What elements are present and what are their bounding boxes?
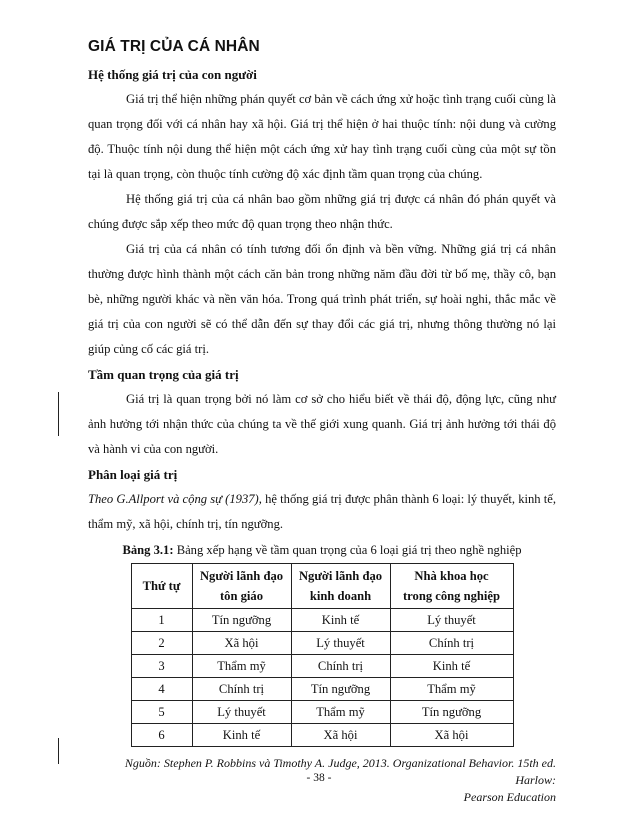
- cell-value: Xã hội: [192, 632, 291, 655]
- cell-value: Chính trị: [390, 632, 513, 655]
- section-heading-classification: Phân loại giá trị: [88, 467, 178, 482]
- cell-value: Xã hội: [291, 724, 390, 747]
- table-row: [131, 632, 513, 655]
- table-row: [131, 678, 513, 701]
- cell-value: Kinh tế: [390, 655, 513, 678]
- header-religious-leader: Người lãnh đạo tôn giáo: [192, 564, 291, 609]
- source-line-2: Pearson Education: [463, 790, 556, 804]
- classification-intro: [88, 487, 556, 537]
- document-body: [88, 38, 556, 806]
- cell-value: Tín ngưỡng: [192, 609, 291, 632]
- classification-intro-text: hệ thống giá trị được phân thành 6 loại: lý thuyết, kinh tế, thẩm mỹ, xã hội, chính trị, tín ngưỡng.: [88, 492, 556, 531]
- cell-rank: 5: [131, 701, 192, 724]
- cell-value: Lý thuyết: [291, 632, 390, 655]
- margin-change-bar-bottom: [58, 738, 59, 764]
- table-header-row: [131, 564, 513, 609]
- cell-rank: 3: [131, 655, 192, 678]
- cell-value: Tín ngưỡng: [390, 701, 513, 724]
- paragraph: Giá trị là quan trọng bởi nó làm cơ sở cho hiểu biết về thái độ, động lực, cũng như ảnh hưởng tới nhận thức của chúng ta về thế giới xung quanh. Giá trị ảnh hưởng tới thái độ và hành vi của con người.: [88, 392, 556, 456]
- cell-value: Thẩm mỹ: [192, 655, 291, 678]
- section-heading-value-system: Hệ thống giá trị của con người: [88, 67, 257, 82]
- header-rank: Thứ tự: [131, 564, 192, 609]
- table-caption: [88, 539, 556, 561]
- table-caption-label: Bảng 3.1:: [122, 543, 174, 557]
- ranking-table: [131, 563, 514, 747]
- cell-value: Kinh tế: [192, 724, 291, 747]
- cell-value: Chính trị: [192, 678, 291, 701]
- paragraph: Hệ thống giá trị của cá nhân bao gồm những giá trị được cá nhân đó phán quyết và chúng được sắp xếp theo mức độ quan trọng theo nhận thức.: [88, 192, 556, 231]
- cell-rank: 1: [131, 609, 192, 632]
- cell-value: Kinh tế: [291, 609, 390, 632]
- citation: Theo G.Allport và cộng sự (1937),: [88, 492, 262, 506]
- table-row: [131, 655, 513, 678]
- cell-value: Thẩm mỹ: [390, 678, 513, 701]
- section-heading-importance: Tầm quan trọng của giá trị: [88, 367, 239, 382]
- cell-rank: 2: [131, 632, 192, 655]
- cell-value: Thẩm mỹ: [291, 701, 390, 724]
- source-line-1: Nguồn: Stephen P. Robbins và Timothy A. Judge, 2013. Organizational Behavior. 15th ed. Harlow:: [124, 756, 556, 787]
- table-row: [131, 724, 513, 747]
- cell-rank: 6: [131, 724, 192, 747]
- header-business-leader: Người lãnh đạo kinh doanh: [291, 564, 390, 609]
- cell-value: Tín ngưỡng: [291, 678, 390, 701]
- table-row: [131, 609, 513, 632]
- paragraph: Giá trị của cá nhân có tính tương đối ổn định và bền vững. Những giá trị cá nhân thường được hình thành một cách căn bản trong những năm đầu đời từ bố mẹ, thầy cô, bạn bè, những người khác và nền văn hóa. Trong quá trình phát triển, sự hoài nghi, thắc mắc về giá trị của con người sẽ có thể dẫn đến sự thay đổi các giá trị, nhưng thông thường nó lại giúp củng cố các giá trị.: [88, 242, 556, 356]
- margin-change-bar-top: [58, 392, 59, 436]
- paragraph: Giá trị thể hiện những phán quyết cơ bản về cách ứng xử hoặc tình trạng cuối cùng là quan trọng đối với cá nhân hay xã hội. Giá trị thể hiện ở hai thuộc tính: nội dung và cường độ. Thuộc tính nội dung thể hiện một cách ứng xử hay tình trạng cuối cùng của một sự tồn tại là quan trọng, còn thuộc tính cường độ xác định tầm quan trọng của chúng.: [88, 92, 557, 181]
- cell-value: Lý thuyết: [390, 609, 513, 632]
- table-caption-text: Bảng xếp hạng về tầm quan trọng của 6 loại giá trị theo nghề nghiệp: [173, 543, 522, 557]
- table-row: [131, 701, 513, 724]
- cell-value: Xã hội: [390, 724, 513, 747]
- cell-value: Lý thuyết: [192, 701, 291, 724]
- page-number: - 38 -: [306, 772, 332, 784]
- document-title: GIÁ TRỊ CỦA CÁ NHÂN: [88, 38, 260, 55]
- cell-rank: 4: [131, 678, 192, 701]
- cell-value: Chính trị: [291, 655, 390, 678]
- header-industrial-scientist: Nhà khoa học trong công nghiệp: [390, 564, 513, 609]
